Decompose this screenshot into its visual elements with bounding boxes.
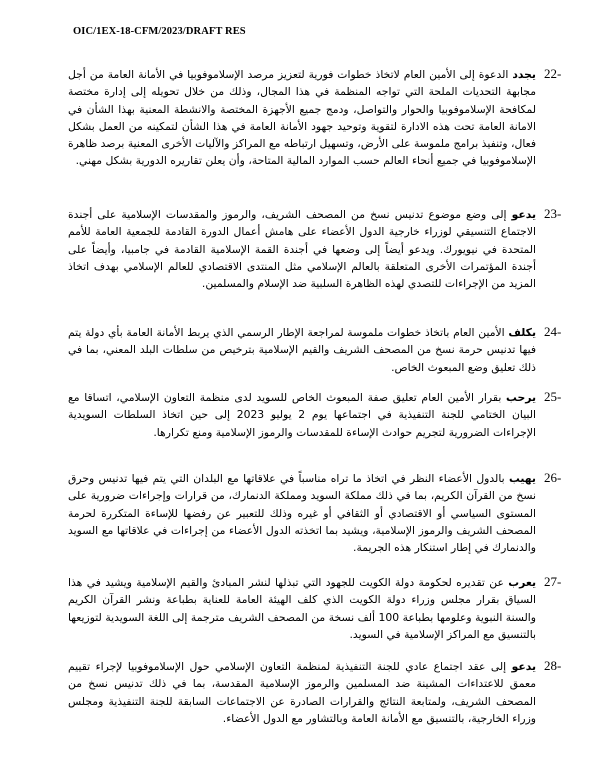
paragraph-text: الدعوة إلى الأمين العام لاتخاذ خطوات فورية لتعزيز مرصد الإسلاموفوبيا في الأمانة العامة من أجل مجابهة التحديات الملحة التي تواجه المنظمة في هذا المجال، وذلك من خلال تحويله إلى إدارة مختصة لمكافحة الإسلاموفوبيا والحوار والتواصل، ودمج جميع الأجهزة المختصة والانشطة المعنية بهذا الشأن في الامانة العامة تحت هذه الادارة لتقوية وتوحيد جهود الأمانة العامة في هذا الشأن لتمكينه من العمل بشكل فعال، وتنفيذ برامج ملموسة على الأرض، وتسهيل ارتباطه مع المراكز والآليات الأخرى المعنية برصد ظاهرة الإسلاموفوبيا في جميع أنحاء العالم حسب الموارد المالية المتاحة، وأن يعلن تقاريره الدورية بشكل مهني. (68, 68, 536, 168)
paragraph-number: 27- (544, 574, 562, 589)
paragraph-26 (68, 470, 536, 556)
paragraph-number: 28- (544, 658, 562, 673)
paragraph-lead-verb: يعرب (508, 576, 536, 589)
paragraph-27 (68, 574, 536, 643)
paragraph-23 (68, 206, 536, 292)
paragraph-text: إلى عقد اجتماع عادي للجنة التنفيذية لمنظمة التعاون الإسلامي حول الإسلاموفوبيا لإجراء تقييم معمق للاعتداءات المشينة ضد المسلمين والرموز الإسلامية المقدسة، بما في ذلك تدنيس نسخ من المصحف الشريف، ولمتابعة النتائج والقرارات الصادرة عن الاجتماعات السابقة للجنة التنفيذية ومجلس وزراء الخارجية، بالتنسيق مع الأمانة العامة وبالتشاور مع الدول الأعضاء. (68, 660, 536, 725)
paragraph-text: بالدول الأعضاء النظر في اتخاذ ما تراه مناسباً في علاقاتها مع البلدان التي يتم فيها تدنيس وحرق نسخ من القرآن الكريم، بما في ذلك مملكة السويد ومملكة الدنمارك، من قرارات وإجراءات ضرورية على المستوى السياسي أو الاقتصادي أو الثقافي أو غيره وذلك للتعبير عن رفضها للإساءة المتكررة لحرمة المصحف الشريف والرموز الإسلامية، ويشيد بما اتخذته الدول الأعضاء من إجراءات في علاقاتها مع السويد والدنمارك في إطار استنكار هذه الجريمة. (68, 472, 536, 555)
paragraph-lead-verb: يرحب (506, 391, 536, 404)
paragraph-number: 22- (544, 66, 562, 81)
paragraph-24 (68, 324, 536, 376)
paragraph-text: إلى وضع موضوع تدنيس نسخ من المصحف الشريف، والرموز والمقدسات الإسلامية على أجندة الاجتماع التنسيقي لوزراء خارجية الدول الأعضاء على هامش أعمال الدورة القادمة للجمعية العامة للأمم المتحدة في نيويورك. ويدعو أيضاً إلى وضعها في أجندة القمة الإسلامية القادمة في جامبيا، وأيضاً على أجندة المؤتمرات الأخرى المتعلقة بالعالم الإسلامي مثل المنتدى الاقتصادي للعالم الإسلامي بهدف اتخاذ المزيد من الإجراءات للتصدي لهذه الظاهرة السلبية ضد الإسلام والمسلمين. (68, 208, 536, 291)
paragraph-text: بقرار الأمين العام تعليق صفة المبعوث الخاص للسويد لدى منظمة التعاون الإسلامي، اتساقا مع البيان الختامي للجنة التنفيذية في اجتماعها يوم 2 يوليو 2023 إلى حين اتخاذ السلطات السويدية الإجراءات الضرورية لتجريم حوادث الإساءة للمقدسات والرموز الإسلامية ومنع تكرارها. (68, 391, 536, 439)
paragraph-lead-verb: يهيب (508, 472, 536, 485)
paragraph-25 (68, 389, 536, 441)
document-reference: OIC/1EX-18-CFM/2023/DRAFT RES (73, 26, 246, 37)
paragraph-lead-verb: يدعو (511, 208, 536, 221)
paragraph-number: 26- (544, 470, 562, 485)
paragraph-22 (68, 66, 536, 170)
paragraph-lead-verb: يكلف (508, 326, 537, 339)
paragraph-number: 24- (544, 324, 562, 339)
paragraph-text: الأمين العام باتخاذ خطوات ملموسة لمراجعة الإطار الرسمي الذي يربط الأمانة العامة بأي دولة يتم فيها تدنيس حرمة نسخ من المصحف الشريف والقيم الإسلامية بترخيص من سلطات البلد المعني، بما في ذلك تعليق وضع المبعوث الخاص. (68, 326, 536, 374)
paragraph-lead-verb: يدعو (511, 660, 536, 673)
paragraph-lead-verb: يجدد (512, 68, 536, 81)
paragraph-text: عن تقديره لحكومة دولة الكويت للجهود التي تبذلها لنشر المبادئ والقيم الإسلامية ويشيد في هذا السياق بقرار مجلس وزراء دولة الكويت الذي كلف الهيئة العامة للعناية بطباعة ونشر القرآن الكريم والسنة النبوية وعلومها بطباعة 100 ألف نسخة من المصحف الشريف مترجمة إلى اللغة السويدية لتوزيعها بالتنسيق مع المراكز الإسلامية في السويد. (68, 576, 536, 641)
paragraph-number: 25- (544, 389, 562, 404)
paragraph-28 (68, 658, 536, 727)
paragraph-number: 23- (544, 206, 562, 221)
